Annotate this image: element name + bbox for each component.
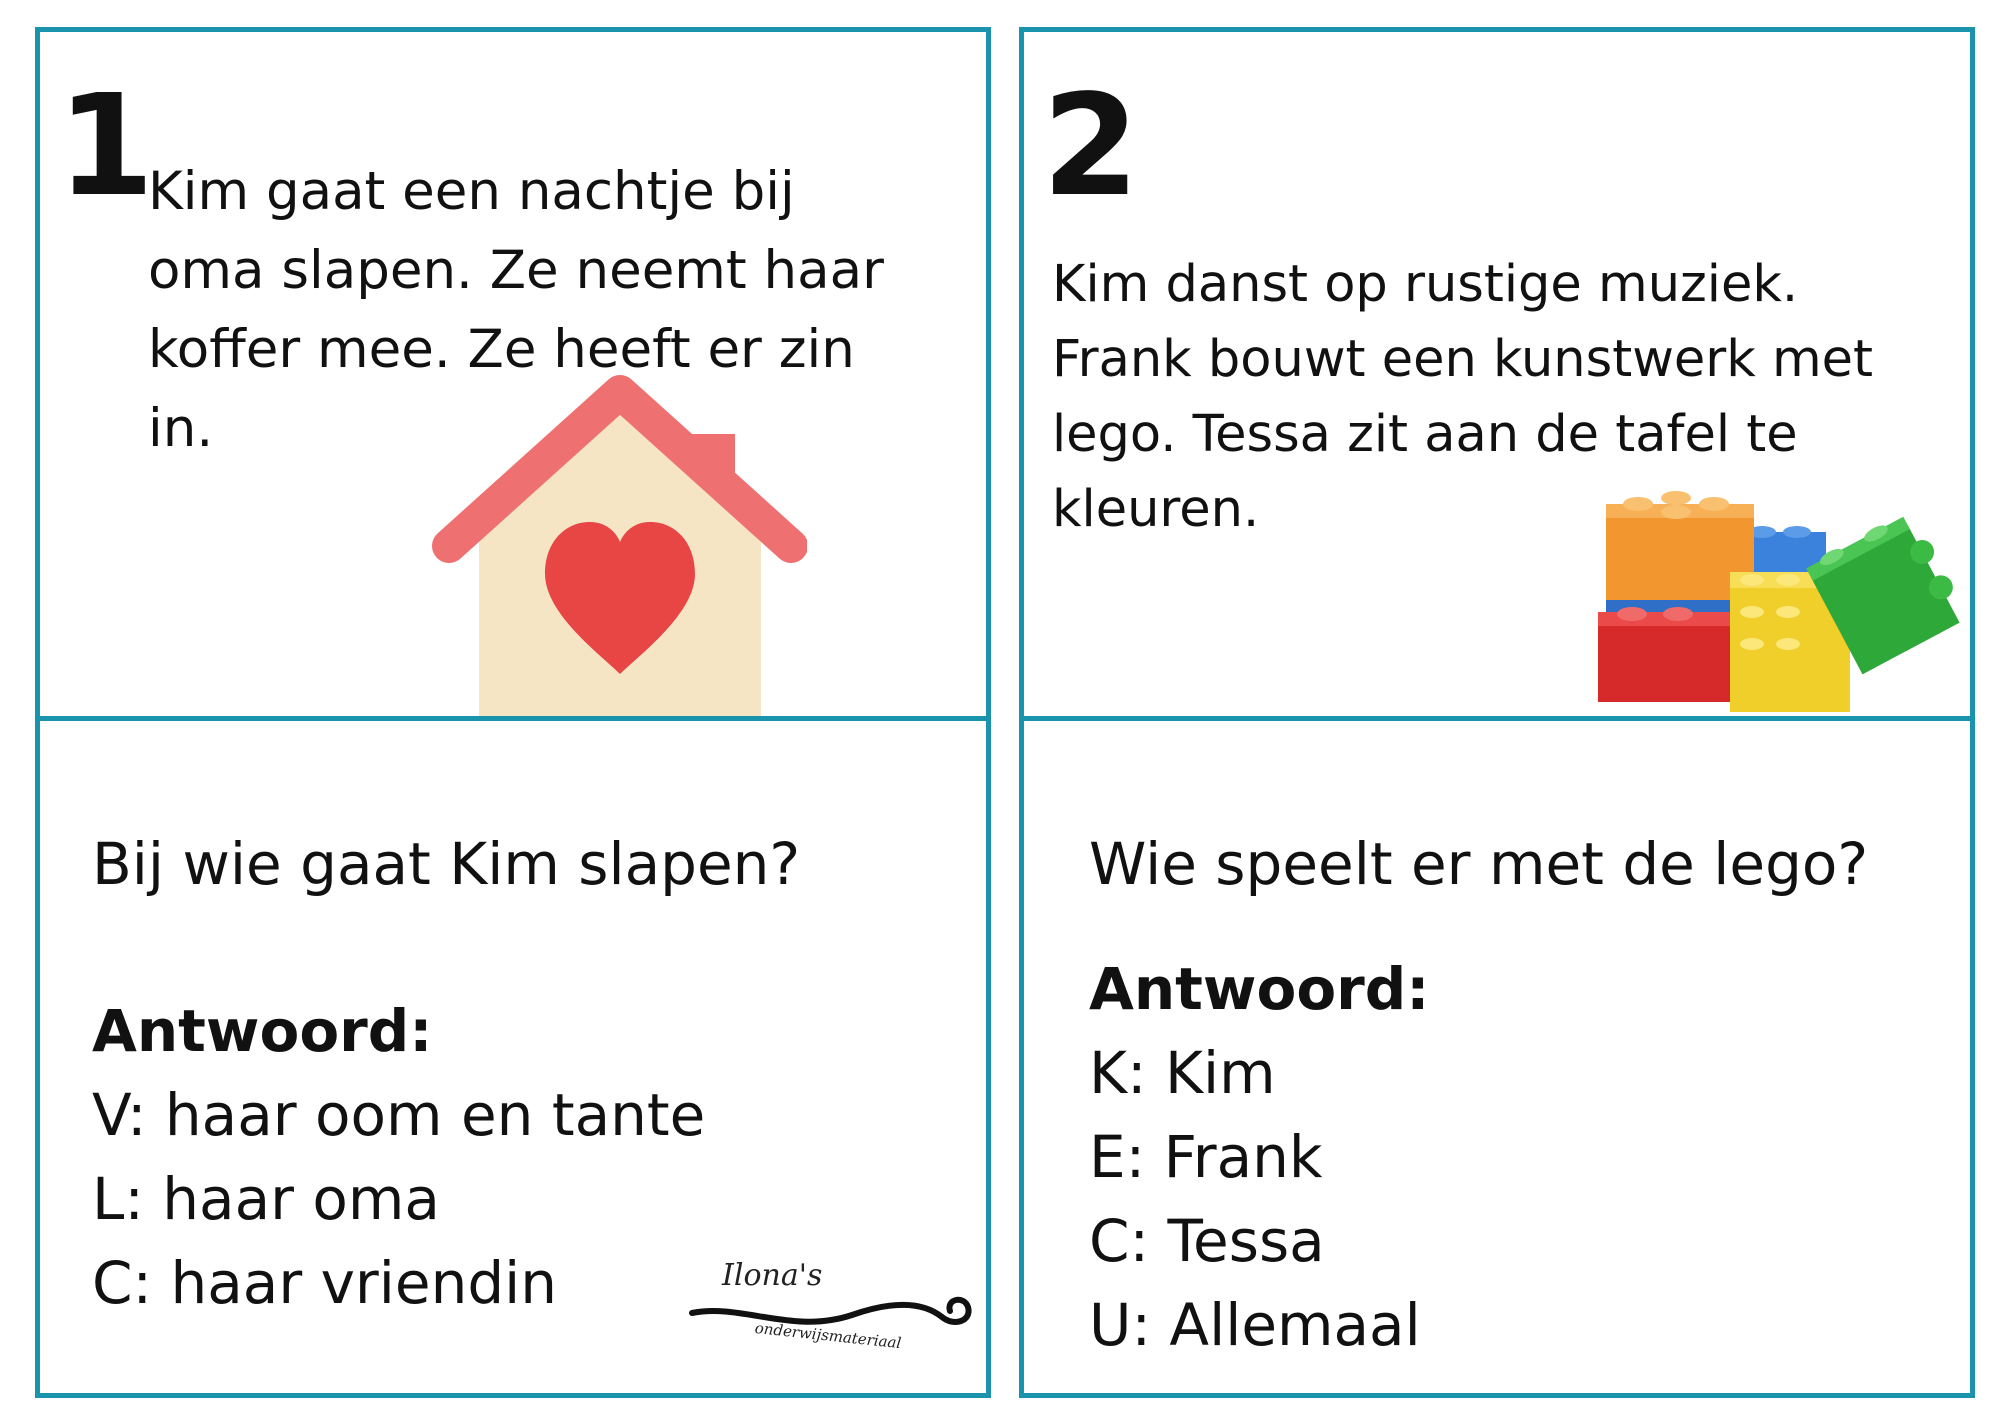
svg-text:onderwijsmateriaal: onderwijsmateriaal [754,1318,903,1353]
card-1-story: Kim gaat een nachtje bij oma slapen. Ze neemt haar koffer mee. Ze heeft er zin in. [148,161,884,459]
card-1-option-c: C: haar vriendin [92,1249,558,1317]
lego-bricks-icon [1592,472,1968,718]
card-2-story-box [1019,27,1975,721]
card-2-option-u: U: Allemaal [1089,1291,1421,1359]
card-2-option-e: E: Frank [1089,1123,1323,1191]
card-1-question: Bij wie gaat Kim slapen? [92,830,801,898]
card-1-answer-label: Antwoord: [92,997,433,1065]
card-2-option-c: C: Tessa [1089,1207,1325,1275]
card-2-question: Wie speelt er met de lego? [1089,830,1869,898]
card-2-answer-label: Antwoord: [1089,955,1430,1023]
card-1-option-v: V: haar oom en tante [92,1081,706,1149]
card-1-question-box [35,716,991,1398]
house-heart-icon [427,374,807,720]
svg-text:Ilona's: Ilona's [722,1258,823,1293]
card-2-option-k: K: Kim [1089,1039,1276,1107]
card-1-number: 1 [57,65,155,228]
ilonas-logo [682,1243,982,1373]
card-2-question-box [1019,716,1975,1398]
card-2-story: Kim danst op rustige muziek. Frank bouwt een kunstwerk met lego. Tessa zit aan de tafel te kleuren. [1052,255,1874,539]
card-1-story-box [35,27,991,721]
card-1-option-l: L: haar oma [92,1165,440,1233]
card-1-answers [92,989,705,1325]
card-2-answers [1089,947,1430,1367]
card-2-number: 2 [1042,65,1140,228]
